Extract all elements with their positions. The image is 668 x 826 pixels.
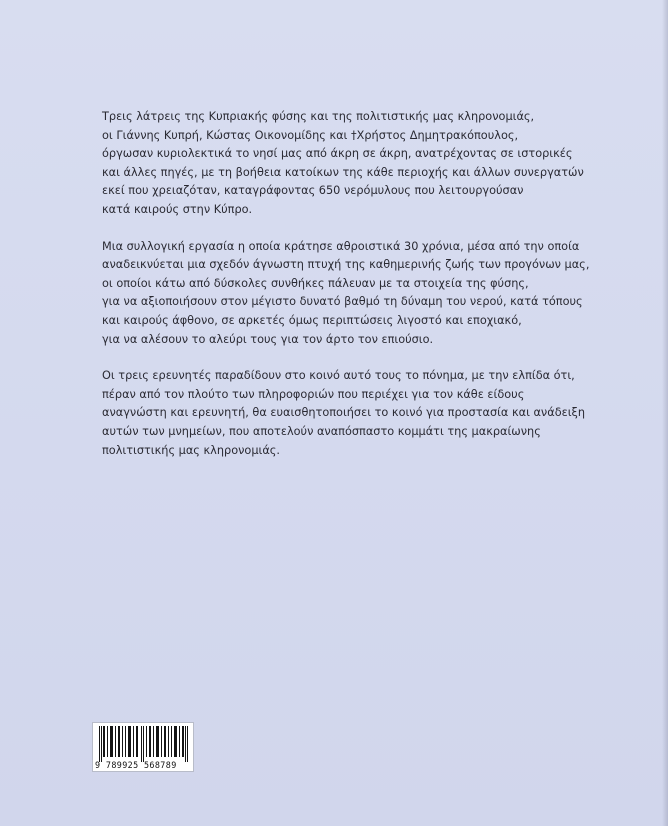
barcode-bar	[136, 726, 138, 757]
barcode-bar	[168, 726, 169, 757]
text-line: αναδεικνύεται μια σχεδόν άγνωστη πτυχή της καθημερινής ζωής των προγόνων μας,	[102, 258, 590, 272]
barcode-bar	[125, 726, 126, 757]
barcode-bar	[118, 726, 120, 757]
text-line: Μια συλλογική εργασία η οποία κράτησε αθροιστικά 30 χρόνια, μέσα από την οποία	[102, 239, 580, 253]
barcode-bar	[153, 726, 154, 757]
barcode-bar	[143, 726, 144, 762]
barcode-bar	[146, 726, 147, 757]
text-line: πέραν από τον πλούτο των πληροφοριών που περιέχει για τον κάθε είδους	[102, 387, 525, 401]
barcode-bar	[122, 726, 123, 757]
barcode-bar	[179, 726, 180, 757]
text-line: και καιρούς άφθονο, σε αρκετές όμως περιπτώσεις λιγοστό και εποχιακό,	[102, 313, 522, 327]
barcode-bar	[171, 726, 172, 757]
isbn-barcode	[92, 722, 194, 772]
barcode-bar	[141, 726, 142, 762]
paragraph-2	[102, 238, 590, 350]
text-line: όργωσαν κυριολεκτικά το νησί μας από άκρη σε άκρη, ανατρέχοντας σε ιστορικές	[102, 147, 573, 161]
text-line: εκεί που χρειαζόταν, καταγράφοντας 650 νερόμυλους που λειτουργούσαν	[102, 184, 524, 198]
barcode-bar	[161, 726, 162, 757]
barcode-bar	[174, 726, 177, 757]
barcode-bars	[99, 726, 189, 759]
text-line: οι οποίοι κάτω από δύσκολες συνθήκες πάλευαν με τα στοιχεία της φύσης,	[102, 276, 529, 290]
barcode-bar	[149, 726, 151, 757]
paragraph-3	[102, 367, 585, 460]
barcode-bar	[115, 726, 116, 757]
barcode-bar	[156, 726, 159, 757]
barcode-bar	[99, 726, 100, 762]
barcode-bar	[107, 726, 108, 757]
barcode-bar	[101, 726, 102, 762]
text-line: Οι τρεις ερευνητές παραδίδουν στο κοινό αυτό τους το πόνημα, με την ελπίδα ότι,	[102, 369, 575, 383]
text-line: πολιτιστικής μας κληρονομιάς.	[102, 443, 281, 457]
barcode-bar	[110, 726, 113, 757]
barcode-bar	[128, 726, 131, 757]
text-line: για να αλέσουν το αλεύρι τους για τον άρτο τον επιούσιο.	[102, 332, 434, 346]
barcode-digits: 9 789925 568789	[95, 760, 177, 770]
text-line: κατά καιρούς στην Κύπρο.	[102, 202, 253, 216]
barcode-bar	[133, 726, 134, 757]
text-line: και άλλες πηγές, με τη βοήθεια κατοίκων της κάθε περιοχής και άλλων συνεργατών	[102, 165, 584, 179]
text-line: αυτών των μνημείων, που αποτελούν αναπόσπαστο κομμάτι της μακραίωνης	[102, 424, 541, 438]
blurb-text	[102, 108, 590, 478]
barcode-bar	[164, 726, 166, 757]
barcode-bar	[185, 726, 186, 762]
text-line: για να αξιοποιήσουν στον μέγιστο δυνατό βαθμό τη δύναμη του νερού, κατά τόπους	[102, 295, 583, 309]
text-line: αναγνώστη και ερευνητή, θα ευαισθητοποιήσει το κοινό για προστασία και ανάδειξη	[102, 406, 585, 420]
text-line: οι Γιάννης Κυπρή, Κώστας Οικονομίδης και †Χρήστος Δημητρακόπουλος,	[102, 128, 519, 142]
barcode-bar	[187, 726, 188, 762]
text-line: Τρεις λάτρεις της Κυπριακής φύσης και της πολιτιστικής μας κληρονομιάς,	[102, 110, 535, 123]
barcode-bar	[103, 726, 105, 757]
paragraph-1	[102, 108, 582, 220]
barcode-bar	[182, 726, 184, 757]
